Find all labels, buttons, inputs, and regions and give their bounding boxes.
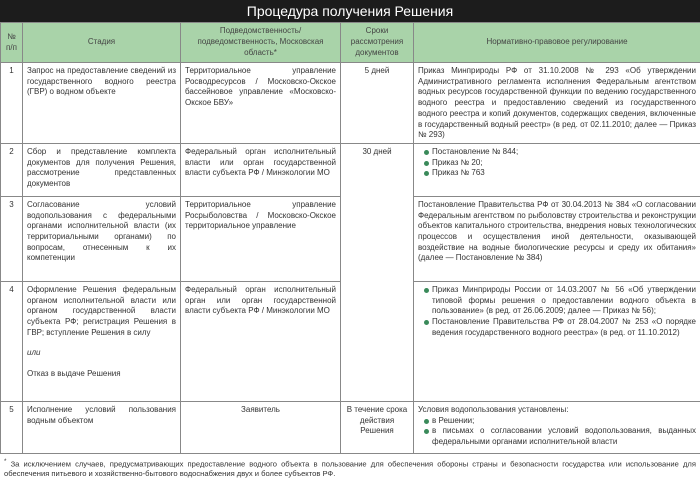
- norm-item: Постановление № 844;: [418, 147, 696, 158]
- norm-item: Приказ № 20;: [418, 158, 696, 169]
- table-row: [1, 143, 700, 196]
- stage-or: или: [27, 348, 176, 359]
- row-stage: Согласование условий водопользования с федеральными органами исполнительной власти (их территориальными органами) по вопросам, отнесенным к их компетенции: [23, 196, 181, 281]
- header-stage: Стадия: [23, 23, 181, 63]
- row-stage: Исполнение условий пользования водным объектом: [23, 401, 181, 453]
- row-agency: Заявитель: [181, 401, 341, 453]
- row-norm: [414, 143, 700, 196]
- footnote-mark: *: [4, 458, 6, 465]
- row-agency: Федеральный орган исполнительный орган или орган государственной власти субъекта РФ / Минэкологии МО: [181, 281, 341, 401]
- row-stage: Запрос на предоставление сведений из государственного водного реестра (ГВР) о водном объекте: [23, 63, 181, 144]
- row-norm: [414, 401, 700, 453]
- procedure-table: [0, 22, 700, 454]
- row-agency: Территориальное управление Росводресурсов / Московско-Окское бассейновое управление «Московско-Окское БВУ»: [181, 63, 341, 144]
- norm-item: в Решении;: [418, 416, 696, 427]
- header-norm: Нормативно-правовое регулирование: [414, 23, 700, 63]
- header-agency: Подведомственность/ подведомственность, Московская область*: [181, 23, 341, 63]
- table-row: [1, 401, 700, 453]
- page-title: Процедура получения Решения: [0, 0, 700, 22]
- row-agency: Территориальное управление Росрыболовства / Московско-Окское территориальное управление: [181, 196, 341, 281]
- footnote-text: За исключением случаев, предусматривающих предоставление водного объекта в пользование для обеспечения обороны страны и безопасности государства или использование для обеспечения питьевого и хозяйственно-бытового водоснабжения двух и более субъектов РФ.: [4, 459, 696, 478]
- row-term: В течение срока действия Решения: [341, 401, 414, 453]
- footnote: [0, 454, 700, 482]
- header-term: Сроки рассмотрения документов: [341, 23, 414, 63]
- norm-text: Условия водопользования установлены:: [418, 405, 696, 416]
- stage-text: Оформление Решения федеральным органом исполнительной власти или органом государственной власти субъекта РФ; регистрация Решения в ГВР; вступление Решения в силу: [27, 285, 176, 339]
- header-row: [1, 23, 700, 63]
- header-num: № п/п: [1, 23, 23, 63]
- norm-item: Постановление Правительства РФ от 28.04.2007 № 253 «О порядке ведения государственного водного реестра» (в ред. от 11.10.2012): [418, 317, 696, 338]
- row-term: 5 дней: [341, 63, 414, 144]
- row-norm: Постановление Правительства РФ от 30.04.2013 № 384 «О согласовании Федеральным агентством по рыболовству строительства и реконструкции объектов капитального строительства, внедрения новых технологических процессов и осуществления иной деятельности, оказывающей воздействие на водные биологические ресурсы и среду их обитания» (далее — Постановление № 384): [414, 196, 700, 281]
- row-stage: Сбор и представление комплекта документов для получения Решения, рассмотрение представленных документов: [23, 143, 181, 196]
- row-term: 30 дней: [341, 143, 414, 401]
- norm-item: Приказ Минприроды России от 14.03.2007 № 56 «Об утверждении типовой формы решения о предоставлении водного объекта в пользование» (в ред. от 26.06.2009; далее — Приказ № 56);: [418, 285, 696, 317]
- row-norm: [414, 281, 700, 401]
- norm-item: Приказ № 763: [418, 168, 696, 179]
- stage-alt: Отказ в выдаче Решения: [27, 369, 176, 380]
- row-num: 3: [1, 196, 23, 281]
- row-num: 5: [1, 401, 23, 453]
- row-norm: Приказ Минприроды РФ от 31.10.2008 № 293 «Об утверждении Административного регламента исполнения Федеральным агентством водных ресурсов государственной функции по ведению государственного водного реестра и предоставлению сведений из государственного водного реестра и копий документов, содержащих сведения, включенные в государственный водный реестр» (в ред. от 02.11.2010; далее — Приказ № 293): [414, 63, 700, 144]
- norm-item: в письмах о согласовании условий водопользования, выданных федеральными органами исполнительной власти: [418, 426, 696, 447]
- row-num: 2: [1, 143, 23, 196]
- row-agency: Федеральный орган исполнительный власти или орган государственной власти субъекта РФ / Минэкологии МО: [181, 143, 341, 196]
- table-row: [1, 63, 700, 144]
- row-stage: [23, 281, 181, 401]
- row-num: 1: [1, 63, 23, 144]
- row-num: 4: [1, 281, 23, 401]
